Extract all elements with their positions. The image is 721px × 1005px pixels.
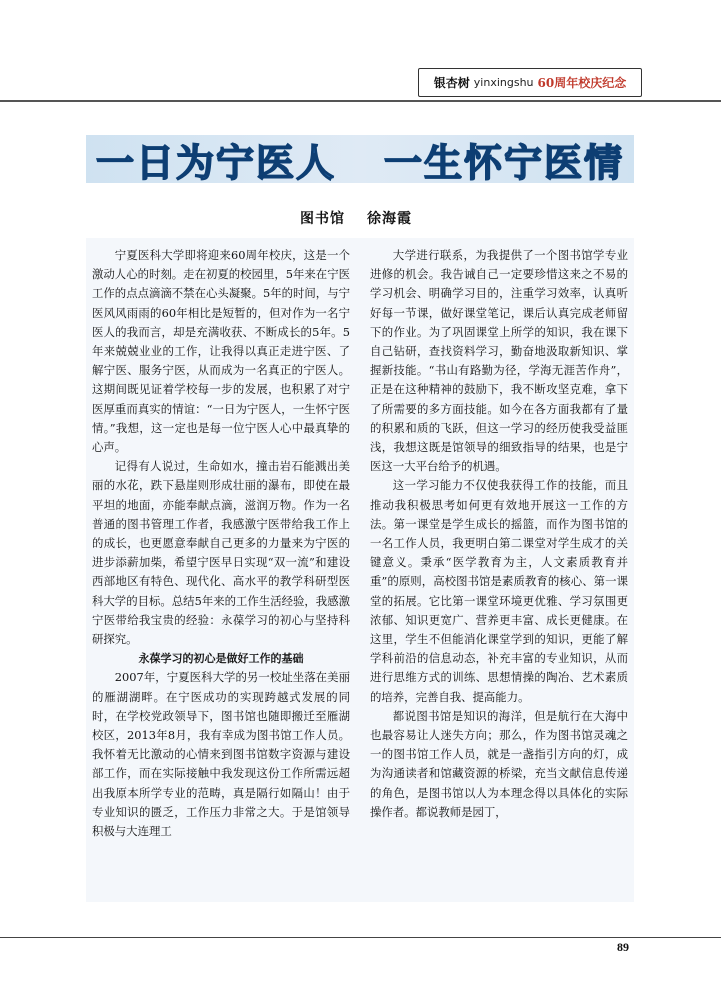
header-rule	[0, 100, 721, 102]
paragraph: 这一学习能力不仅使我获得工作的技能，而且推动我积极思考如何更有效地开展这一工作的方法。第一课堂是学生成长的摇篮，而作为图书馆的一名工作人员，我更明白第二课堂对学生成才的关键意义。秉承“医学教育为主，人文素质教育并重”的原则，高校图书馆是素质教育的核心、第一课堂的拓展。它比第一课堂环境更优雅、学习氛围更浓郁、知识更宽广、营养更丰富、成长更健康。在这里，学生不但能消化课堂学到的知识，更能了解学科前沿的信息动态，补充丰富的专业知识，从而进行思维方式的训练、思想情操的陶冶、艺术素质的培养，完善自我、提高能力。	[370, 478, 628, 704]
page-number: 89	[617, 940, 629, 954]
journal-brand: 银杏树	[433, 76, 470, 90]
left-column	[92, 246, 350, 841]
paragraph: 都说图书馆是知识的海洋，但是航行在大海中也最容易让人迷失方向；那么，作为图书馆灵魂之一的图书馆工作人员，就是一盏指引方向的灯，成为沟通读者和馆藏资源的桥梁，充当文献信息传递的角色，是图书馆以人为本理念得以具体化的实际操作者。都说教师是园丁，	[370, 708, 628, 819]
author-name: 徐海霞	[367, 211, 412, 227]
paragraph: 宁夏医科大学即将迎来60周年校庆，这是一个激动人心的时刻。走在初夏的校园里，5年来在宁医工作的点点滴滴不禁在心头凝聚。5年的时间，与宁医风风雨雨的60年相比是短暂的，但对作为一名宁医人的我而言，却是充满收获、不断成长的5年。5年来兢兢业业的工作，让我得以真正走进宁医、了解宁医、服务宁医，从而成为一名真正的宁医人。这期间既见证着学校每一步的发展，也积累了对宁医厚重而真实的情谊：“一日为宁医人，一生怀宁医情。”我想，这一定也是每一位宁医人心中最真挚的心声。	[92, 248, 350, 455]
article-title	[86, 131, 634, 187]
author-line	[300, 208, 412, 228]
author-unit: 图书馆	[300, 211, 345, 227]
journal-header-tag	[418, 68, 642, 97]
section-subheading: 永葆学习的初心是做好工作的基础	[138, 652, 304, 666]
paragraph: 记得有人说过，生命如水，撞击岩石能溅出美丽的水花，跌下悬崖则形成壮丽的瀑布，即使在最平坦的地面，亦能奉献点滴，滋润万物。作为一名普通的图书管理工作者，我感激宁医带给我工作上的成长，也更愿意奉献自己更多的力量来为宁医的进步添薪加柴，希望宁医早日实现“双一流”和建设西部地区有特色、现代化、高水平的教学科研型医科大学的目标。总结5年来的工作生活经验，我感激宁医带给我宝贵的经验：永葆学习的初心与坚持科研探究。	[92, 459, 350, 647]
title-part-1: 一日为宁医人	[95, 140, 336, 185]
paragraph: 2007年，宁夏医科大学的另一校址坐落在美丽的雁湖湖畔。在宁医成功的实现跨越式发展的同时，在学校党政领导下，图书馆也随即搬迁至雁湖校区，2013年8月，我有幸成为图书馆工作人员。我怀着无比激动的心情来到图书馆数字资源与建设部工作，而在实际接触中我发现这份工作所需远超出我原本所学专业的范畴，真是隔行如隔山！由于专业知识的匮乏，工作压力非常之大。于是馆领导积极与大连理工	[92, 670, 350, 839]
journal-brand-latin: yinxingshu	[473, 76, 534, 89]
anniversary-note: 60周年校庆纪念	[537, 76, 627, 90]
footer-rule	[0, 937, 721, 938]
paragraph: 大学进行联系，为我提供了一个图书馆学专业进修的机会。我告诫自己一定要珍惜这来之不易的学习机会、明确学习目的，注重学习效率，认真听好每一节课，做好课堂笔记，课后认真完成老师留下的作业。为了巩固课堂上所学的知识，我在课下自己钻研，查找资料学习，勤奋地汲取新知识、掌握新技能。“书山有路勤为径，学海无涯苦作舟”，正是在这种精神的鼓励下，我不断攻坚克难，拿下了所需要的多方面技能。如今在各方面我都有了量的积累和质的飞跃，但这一学习的经历使我受益匪浅，我想这既是馆领导的细致指导的结果，也是宁医这一大平台给予的机遇。	[370, 248, 628, 474]
title-part-2: 一生怀宁医情	[384, 140, 625, 185]
right-column	[370, 246, 628, 822]
